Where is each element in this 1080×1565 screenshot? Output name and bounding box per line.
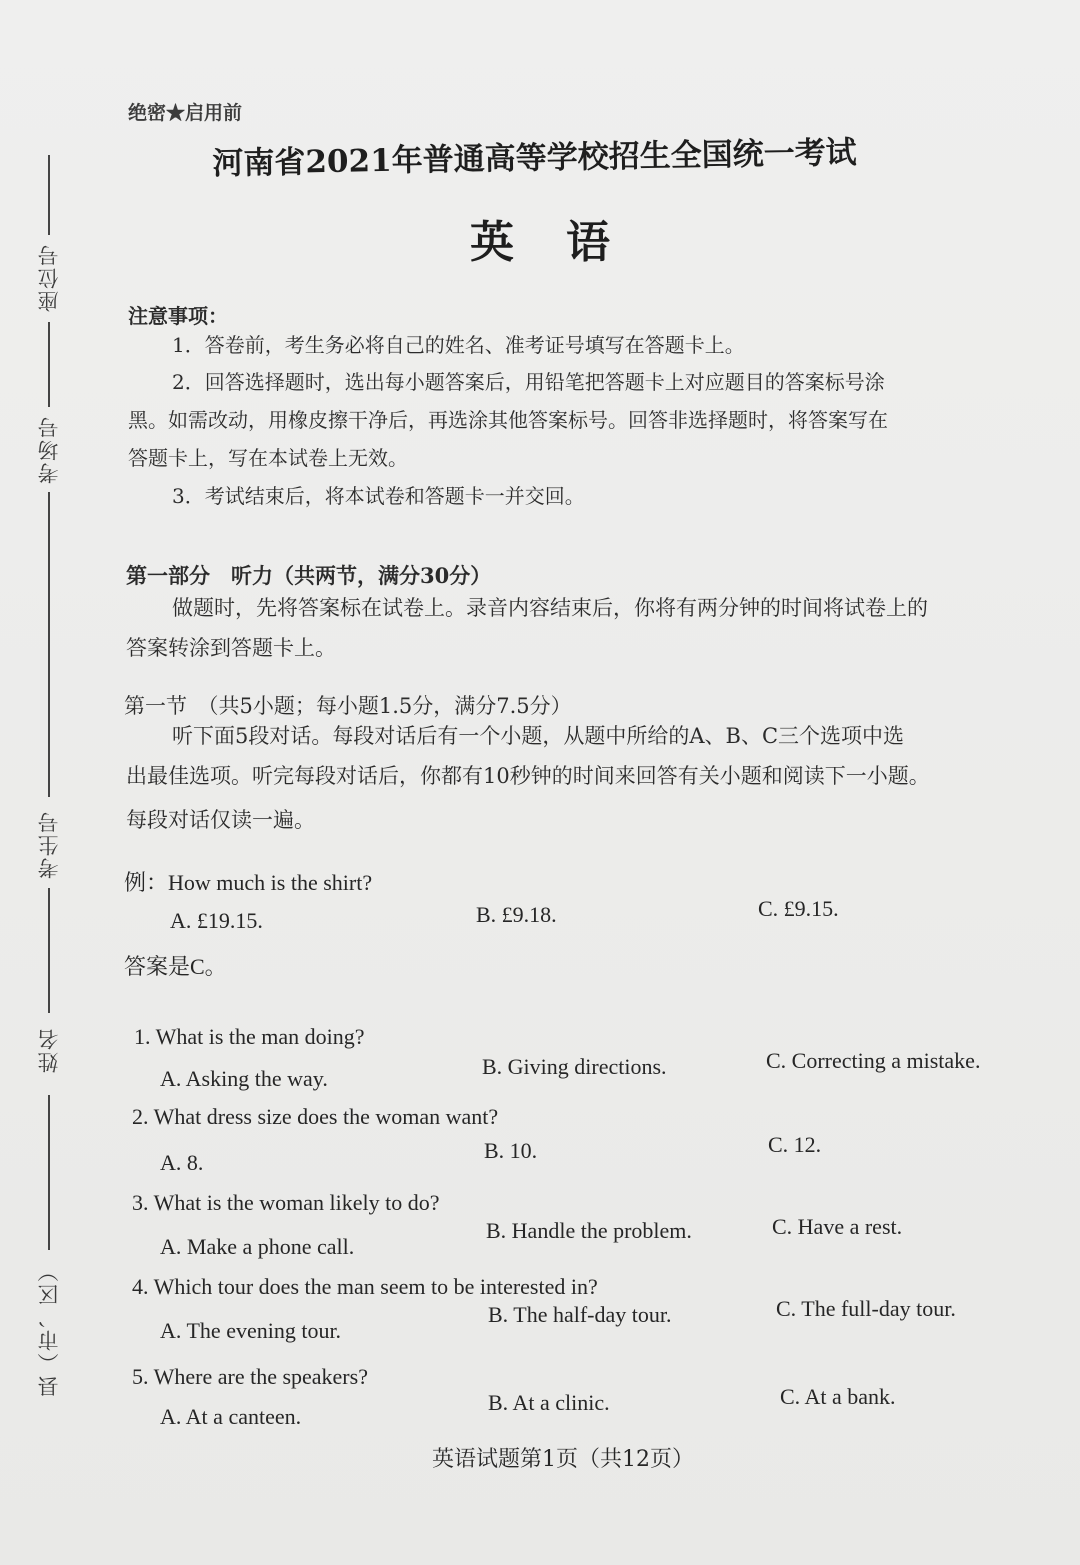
question-5-option-a: A. At a canteen. bbox=[160, 1404, 302, 1429]
question-3-option-a: A. Make a phone call. bbox=[160, 1234, 355, 1259]
question-2-option-a: A. 8. bbox=[160, 1150, 204, 1175]
question-3-option-b: B. Handle the problem. bbox=[486, 1218, 692, 1243]
notice-line-1: 1．答卷前，考生务必将自己的姓名、准考证号填写在答题卡上。 bbox=[172, 333, 745, 357]
part-1-instruction-2: 答案转涂到答题卡上。 bbox=[126, 636, 336, 660]
notice-line-2: 2．回答选择题时，选出每小题答案后，用铅笔把答题卡上对应题目的答案标号涂 bbox=[172, 370, 885, 394]
part-1-heading: 第一部分 听力（共两节，满分30分） bbox=[126, 563, 492, 588]
question-4-option-b: B. The half-day tour. bbox=[488, 1302, 672, 1327]
question-2-option-c: C. 12. bbox=[768, 1132, 822, 1157]
seat-number-label: 座位号 bbox=[37, 243, 61, 313]
notice-heading: 注意事项： bbox=[128, 304, 228, 328]
exam-title: 河南省2021年普通高等学校招生全国统一考试 bbox=[212, 134, 857, 182]
question-5: 5. Where are the speakers? bbox=[132, 1364, 368, 1389]
example-option-a: A. £19.15. bbox=[170, 908, 263, 933]
section-1-instruction-2: 出最佳选项。听完每段对话后，你都有10秒钟的时间来回答有关小题和阅读下一小题。 bbox=[126, 764, 930, 788]
section-1-instruction-3: 每段对话仅读一遍。 bbox=[126, 808, 315, 832]
example-option-c: C. £9.15. bbox=[758, 896, 839, 921]
question-4: 4. Which tour does the man seem to be interested in? bbox=[132, 1274, 598, 1299]
margin-line-name bbox=[48, 888, 50, 1013]
question-1-option-a: A. Asking the way. bbox=[160, 1066, 328, 1091]
subject-title: 英语 bbox=[470, 217, 662, 268]
question-5-option-c: C. At a bank. bbox=[780, 1384, 896, 1409]
question-4-option-c: C. The full-day tour. bbox=[776, 1296, 956, 1321]
question-1: 1. What is the man doing? bbox=[134, 1024, 365, 1049]
confidential-mark: 绝密★启用前 bbox=[128, 102, 243, 124]
county-label: 县（市、区） bbox=[37, 1259, 61, 1397]
question-3: 3. What is the woman likely to do? bbox=[132, 1190, 440, 1215]
notice-line-5: 3．考试结束后，将本试卷和答题卡一并交回。 bbox=[172, 484, 585, 508]
example-option-b: B. £9.18. bbox=[476, 902, 557, 927]
page-footer: 英语试题第1页（共12页） bbox=[432, 1447, 694, 1472]
question-3-option-c: C. Have a rest. bbox=[772, 1214, 903, 1239]
example-answer: 答案是C。 bbox=[124, 954, 227, 979]
question-1-option-b: B. Giving directions. bbox=[482, 1054, 667, 1079]
section-1-instruction-1: 听下面5段对话。每段对话后有一个小题，从题中所给的A、B、C三个选项中选 bbox=[172, 724, 905, 748]
section-1-heading: 第一节 （共5小题；每小题1.5分，满分7.5分） bbox=[124, 694, 572, 718]
question-4-option-a: A. The evening tour. bbox=[160, 1318, 342, 1343]
margin-line-candidate bbox=[48, 492, 50, 797]
question-2: 2. What dress size does the woman want? bbox=[132, 1104, 499, 1129]
margin-line-room bbox=[48, 322, 50, 407]
exam-room-label: 考场号 bbox=[37, 415, 61, 485]
question-2-option-b: B. 10. bbox=[484, 1138, 538, 1163]
candidate-number-label: 考生号 bbox=[37, 810, 61, 880]
margin-line-county bbox=[48, 1095, 50, 1250]
question-1-option-c: C. Correcting a mistake. bbox=[766, 1048, 981, 1073]
question-5-option-b: B. At a clinic. bbox=[488, 1390, 610, 1415]
part-1-instruction-1: 做题时，先将答案标在试卷上。录音内容结束后，你将有两分钟的时间将试卷上的 bbox=[172, 596, 928, 620]
name-label: 姓名 bbox=[37, 1027, 61, 1073]
notice-line-3: 黑。如需改动，用橡皮擦干净后，再选涂其他答案标号。回答非选择题时，将答案写在 bbox=[128, 408, 888, 432]
margin-line-seat bbox=[48, 155, 50, 235]
example-question: 例：How much is the shirt? bbox=[124, 870, 373, 895]
notice-line-4: 答题卡上，写在本试卷上无效。 bbox=[128, 446, 408, 470]
